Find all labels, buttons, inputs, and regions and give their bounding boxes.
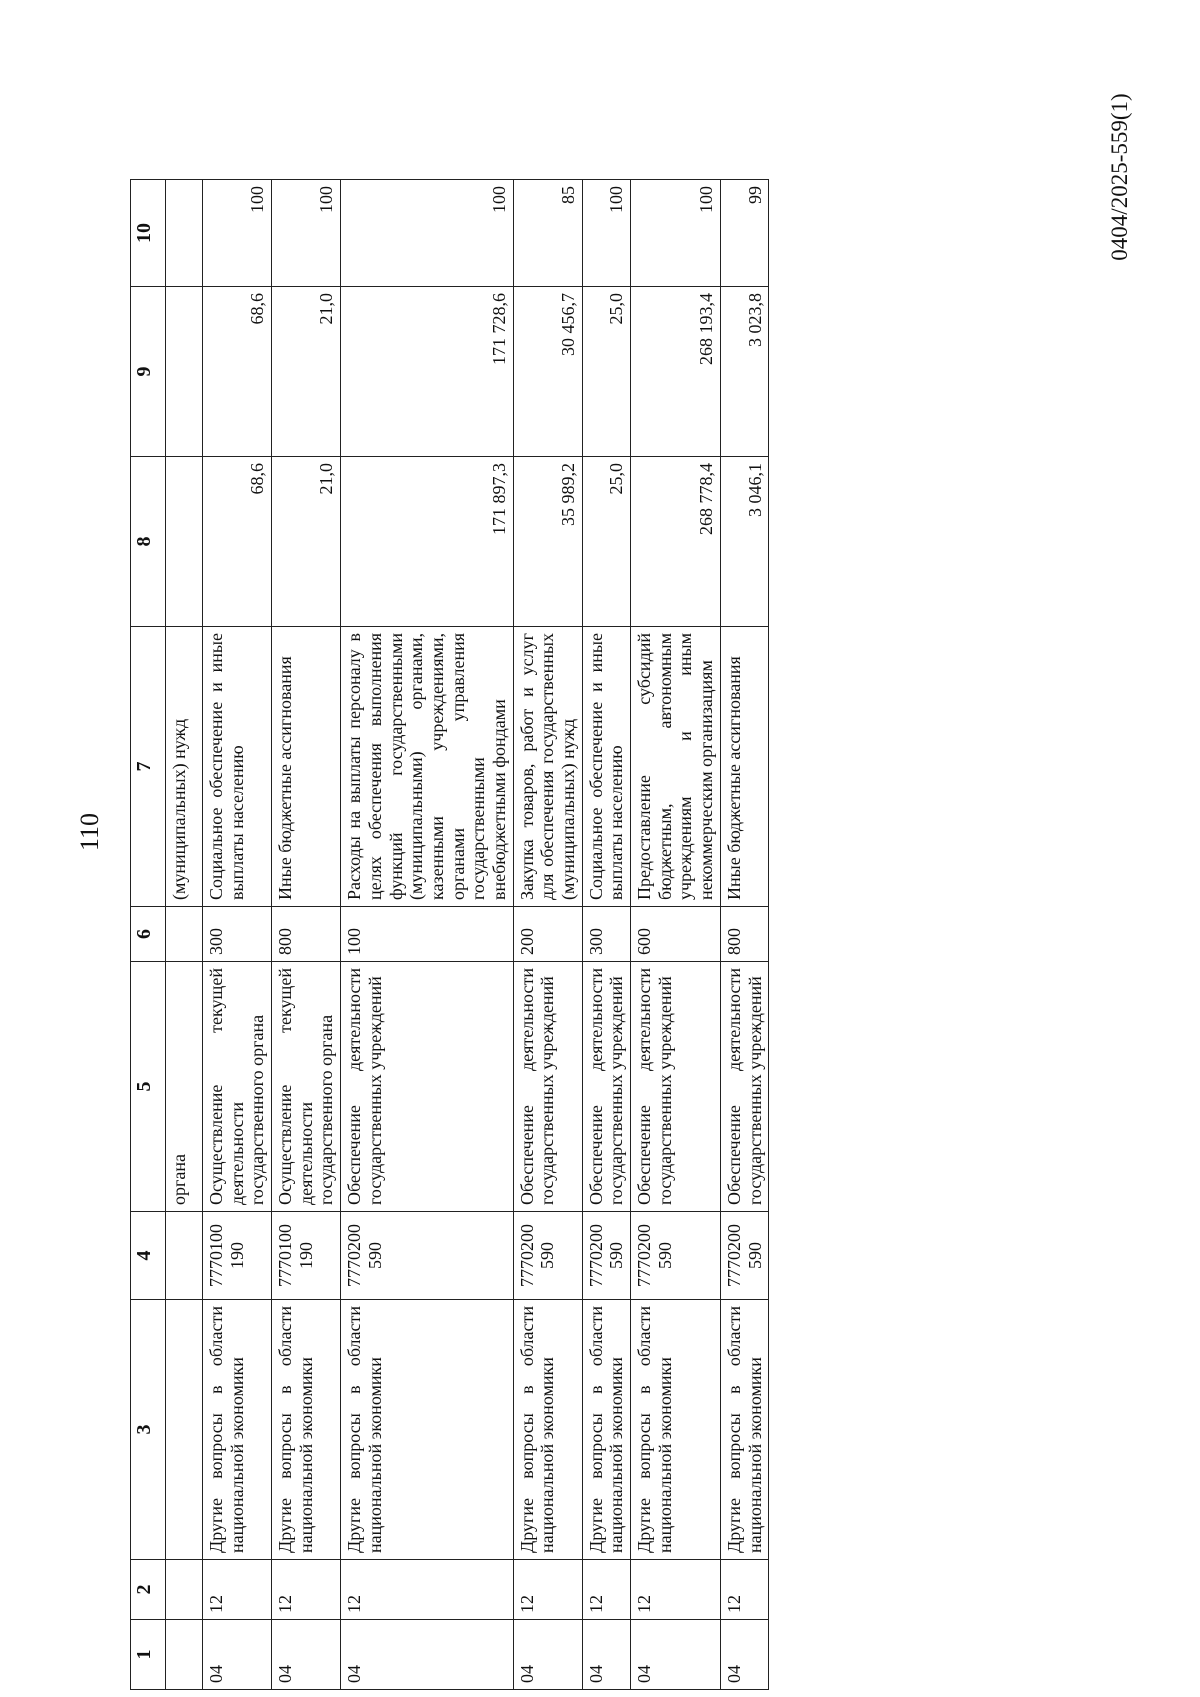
target-article-name: Осуществление текущей деятельности государственного органа bbox=[203, 962, 272, 1212]
planned-amount: 21,0 bbox=[272, 457, 341, 627]
planned-amount: 35 989,2 bbox=[513, 457, 582, 627]
document-code: 0404/2025-559(1) bbox=[1107, 93, 1132, 261]
subsection-code: 12 bbox=[582, 1560, 630, 1620]
target-article-name: Осуществление текущей деятельности государственного органа bbox=[272, 962, 341, 1212]
target-article-code: 7770100 190 bbox=[203, 1212, 272, 1300]
subsection-name: Другие вопросы в области национальной экономики bbox=[631, 1300, 721, 1560]
section-code: 04 bbox=[272, 1620, 341, 1690]
target-article-name: Обеспечение деятельности государственных учреждений bbox=[582, 962, 630, 1212]
expense-type-name: Предоставление субсидий бюджетным, автономным учреждениям и иным некоммерческим организациям bbox=[631, 627, 721, 907]
planned-amount: 171 897,3 bbox=[341, 457, 514, 627]
budget-table bbox=[130, 179, 769, 1690]
table-row bbox=[631, 180, 721, 1690]
executed-amount: 268 193,4 bbox=[631, 287, 721, 457]
header-cell-7: 7 bbox=[131, 627, 166, 907]
planned-amount: 268 778,4 bbox=[631, 457, 721, 627]
subsection-name: Другие вопросы в области национальной экономики bbox=[341, 1300, 514, 1560]
table-row bbox=[513, 180, 582, 1690]
section-code: 04 bbox=[720, 1620, 768, 1690]
execution-percent: 100 bbox=[341, 180, 514, 287]
subsection-code: 12 bbox=[272, 1560, 341, 1620]
header-cell-4: 4 bbox=[131, 1212, 166, 1300]
header-cell-2: 2 bbox=[131, 1560, 166, 1620]
header-cell-6: 6 bbox=[131, 907, 166, 962]
expense-type-name: Иные бюджетные ассигнования bbox=[720, 627, 768, 907]
expense-type-name: Иные бюджетные ассигнования bbox=[272, 627, 341, 907]
target-article-name: Обеспечение деятельности государственных учреждений bbox=[341, 962, 514, 1212]
expense-type-name: Закупка товаров, работ и услуг для обеспечения государственных (муниципальных) нужд bbox=[513, 627, 582, 907]
target-article-code: 7770200 590 bbox=[513, 1212, 582, 1300]
subsection-name: Другие вопросы в области национальной экономики bbox=[582, 1300, 630, 1560]
table-row bbox=[720, 180, 768, 1690]
subsection-code: 12 bbox=[720, 1560, 768, 1620]
continuation-row bbox=[166, 180, 203, 1690]
expense-type-code: 200 bbox=[513, 907, 582, 962]
section-code: 04 bbox=[341, 1620, 514, 1690]
expense-type-code: 800 bbox=[272, 907, 341, 962]
executed-amount: 30 456,7 bbox=[513, 287, 582, 457]
subsection-code: 12 bbox=[203, 1560, 272, 1620]
header-cell-3: 3 bbox=[131, 1300, 166, 1560]
target-article-name: Обеспечение деятельности государственных учреждений bbox=[720, 962, 768, 1212]
expense-type-name: Социальное обеспечение и иные выплаты населению bbox=[582, 627, 630, 907]
execution-percent: 100 bbox=[203, 180, 272, 287]
execution-percent: 85 bbox=[513, 180, 582, 287]
execution-percent: 99 bbox=[720, 180, 768, 287]
target-article-code: 7770200 590 bbox=[341, 1212, 514, 1300]
execution-percent: 100 bbox=[631, 180, 721, 287]
header-cell-9: 9 bbox=[131, 287, 166, 457]
subsection-name: Другие вопросы в области национальной экономики bbox=[203, 1300, 272, 1560]
subsection-name: Другие вопросы в области национальной экономики bbox=[513, 1300, 582, 1560]
planned-amount: 25,0 bbox=[582, 457, 630, 627]
subsection-code: 12 bbox=[341, 1560, 514, 1620]
header-cell-10: 10 bbox=[131, 180, 166, 287]
continuation-col7: (муниципальных) нужд bbox=[166, 627, 203, 907]
planned-amount: 68,6 bbox=[203, 457, 272, 627]
expense-type-code: 100 bbox=[341, 907, 514, 962]
executed-amount: 21,0 bbox=[272, 287, 341, 457]
budget-table-container bbox=[130, 180, 1040, 1690]
executed-amount: 171 728,6 bbox=[341, 287, 514, 457]
expense-type-code: 800 bbox=[720, 907, 768, 962]
page-number: 110 bbox=[75, 812, 104, 852]
target-article-name: Обеспечение деятельности государственных учреждений bbox=[631, 962, 721, 1212]
section-code: 04 bbox=[631, 1620, 721, 1690]
target-article-code: 7770200 590 bbox=[720, 1212, 768, 1300]
header-cell-8: 8 bbox=[131, 457, 166, 627]
execution-percent: 100 bbox=[272, 180, 341, 287]
expense-type-name: Расходы на выплаты персоналу в целях обеспечения выполнения функций государственными (муниципальными) органами, казенными учреждениями, органами управления государственными внебюджетными фондами bbox=[341, 627, 514, 907]
target-article-name: Обеспечение деятельности государственных учреждений bbox=[513, 962, 582, 1212]
planned-amount: 3 046,1 bbox=[720, 457, 768, 627]
executed-amount: 68,6 bbox=[203, 287, 272, 457]
target-article-code: 7770100 190 bbox=[272, 1212, 341, 1300]
table-row bbox=[341, 180, 514, 1690]
expense-type-code: 600 bbox=[631, 907, 721, 962]
expense-type-code: 300 bbox=[203, 907, 272, 962]
subsection-name: Другие вопросы в области национальной экономики bbox=[720, 1300, 768, 1560]
section-code: 04 bbox=[513, 1620, 582, 1690]
section-code: 04 bbox=[203, 1620, 272, 1690]
table-row bbox=[582, 180, 630, 1690]
executed-amount: 25,0 bbox=[582, 287, 630, 457]
subsection-code: 12 bbox=[631, 1560, 721, 1620]
target-article-code: 7770200 590 bbox=[582, 1212, 630, 1300]
header-cell-1: 1 bbox=[131, 1620, 166, 1690]
section-code: 04 bbox=[582, 1620, 630, 1690]
table-row bbox=[203, 180, 272, 1690]
subsection-code: 12 bbox=[513, 1560, 582, 1620]
subsection-name: Другие вопросы в области национальной экономики bbox=[272, 1300, 341, 1560]
table-row bbox=[272, 180, 341, 1690]
target-article-code: 7770200 590 bbox=[631, 1212, 721, 1300]
header-row bbox=[131, 180, 166, 1690]
expense-type-code: 300 bbox=[582, 907, 630, 962]
execution-percent: 100 bbox=[582, 180, 630, 287]
continuation-col5: органа bbox=[166, 962, 203, 1212]
executed-amount: 3 023,8 bbox=[720, 287, 768, 457]
expense-type-name: Социальное обеспечение и иные выплаты населению bbox=[203, 627, 272, 907]
header-cell-5: 5 bbox=[131, 962, 166, 1212]
